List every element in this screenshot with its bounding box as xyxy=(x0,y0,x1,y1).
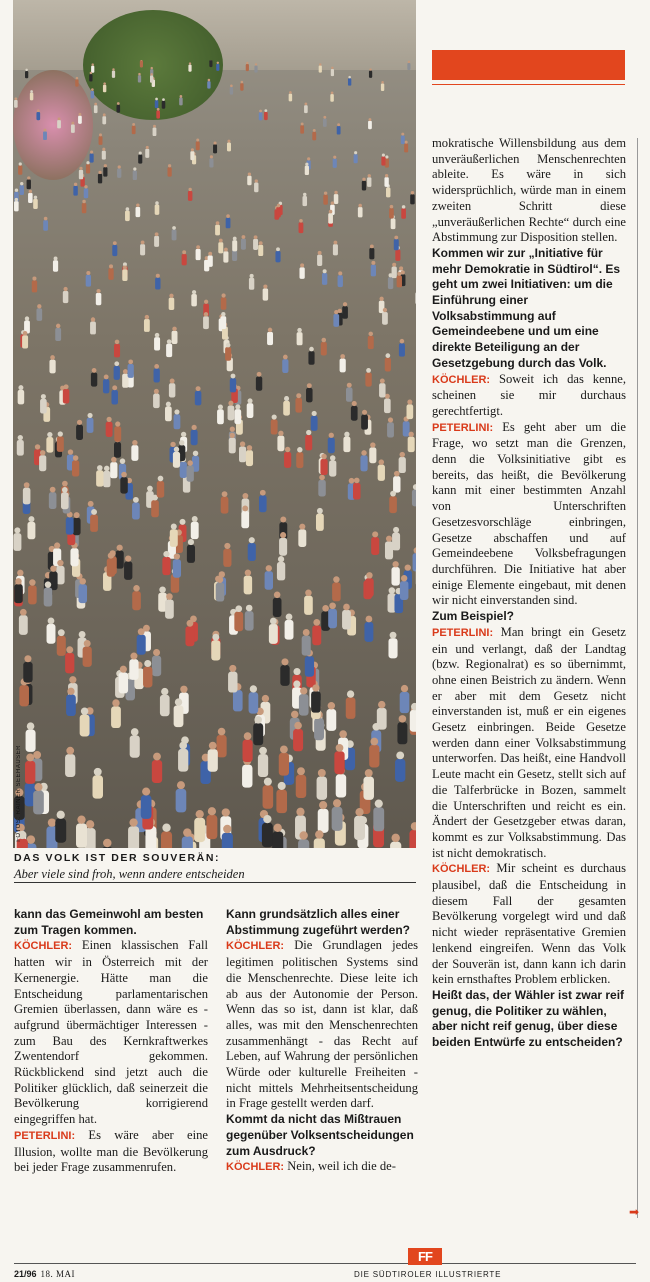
photo-credit: FOTOS: RAINER SEEHAUSER xyxy=(16,745,22,842)
magazine-name: DIE SÜDTIROLER ILLUSTRIERTE xyxy=(354,1270,502,1279)
text-column-right xyxy=(432,136,626,1051)
speaker-label: KÖCHLER: xyxy=(226,940,285,953)
interview-answer xyxy=(226,1159,418,1176)
speaker-label: KÖCHLER: xyxy=(226,1161,285,1174)
section-color-bar xyxy=(432,50,625,80)
interview-question: Kommen wir zur „Initiative für mehr Demokratie in Südtirol“. Es geht um zwei Initiativen: um die Einführung einer Volksabstimmung auf Gemeindeebene und um eine direkte Beteiligung an der Gesetzgebung durch das Volk. xyxy=(432,245,621,370)
interview-answer xyxy=(14,1128,208,1176)
photo-crowd xyxy=(13,60,416,848)
issue-number: 21/96 xyxy=(14,1269,37,1279)
photo-caption-subtitle: Aber viele sind froh, wenn andere entscheiden xyxy=(14,867,245,881)
speaker-label: PETERLINI: xyxy=(432,421,494,434)
speaker-label: PETERLINI: xyxy=(14,1129,76,1142)
ff-logo: FF xyxy=(408,1248,442,1265)
crowd-photo xyxy=(13,0,416,848)
interview-question: Kann grundsätzlich alles einer Abstimmung zugeführt werden? xyxy=(226,907,410,937)
column-rule xyxy=(637,138,638,1218)
footer-issue xyxy=(14,1269,75,1279)
interview-answer xyxy=(432,861,626,988)
speaker-label: PETERLINI: xyxy=(432,626,494,639)
interview-question: kann das Gemeinwohl am besten zum Tragen kommen. xyxy=(14,907,204,937)
interview-answer xyxy=(432,372,626,420)
issue-date: 18. MAI xyxy=(40,1269,76,1279)
footer-rule xyxy=(14,1263,636,1264)
text-column-middle xyxy=(226,907,418,1176)
interview-answer xyxy=(226,938,418,1112)
answer-text: Die Grundlagen jedes legitimen politischen Systems sind die Menschenrechte. Diese leite ich ab aus der Autonomie der Person. Wenn das so ist, dann ist klar, daß alles, was mit den Menschenrechten zusammenhängt - das Recht auf Leben, auf Wahrung der persönlichen Würde oder kulturelle Freiheiten - nicht mittels Mehrheitsentscheidung in Frage gestellt werden darf. xyxy=(226,938,418,1111)
interview-answer xyxy=(432,625,626,862)
interview-question: Heißt das, der Wähler ist zwar reif genug, die Politiker zu wählen, aber nicht reif genug, über diese beiden Entwürfe zu entscheiden? xyxy=(432,987,625,1050)
interview-question: Zum Beispiel? xyxy=(432,609,515,624)
paragraph: mokratische Willensbildung aus dem unveräußerlichen Menschenrechten ableite. Es wäre in sich widersprüchlich, würde man in einem zweiten Schritt diese „unveräußerlichen Rechte“ durch eine Abstimmung zur Disposition stellen. xyxy=(432,136,626,245)
answer-text: Man bringt ein Gesetz ein und verlangt, daß der Landtag (bzw. Regionalrat) es so übernimmt, ohne einen Beistrich zu ändern. Wenn er aber mit dem Gesetz nicht einverstanden ist, muß er ein eigenes Gesetz einbringen. Beide Gesetze werden dann einer Volksabstimmung unterworfen. Das heißt, eine Handvoll Leute macht ein Gesetz, stellt sich auf die Talferbrücke in Bozen, sammelt die Unterschriften und reicht es ein. Ändert der Gesetzgeber etwas daran, kommt es zur Volksabstimmung. Das ist nicht demokratisch. xyxy=(432,624,626,860)
arrow-right-icon: ➡ xyxy=(629,1205,640,1219)
answer-text: Mir scheint es durchaus plausibel, daß die Entscheidung in diesem Fall der gesamten Bevölkerung vorgelegt wird und daß nicht wieder repräsentative Gremien lenkend eingreifen. Wenn das Volk der Souverän ist, dann kann ich darin kein ernsthaftes Problem erblicken. xyxy=(432,861,626,987)
speaker-label: KÖCHLER: xyxy=(432,863,491,876)
photo-caption-title: DAS VOLK IST DER SOUVERÄN: xyxy=(14,852,221,864)
caption-rule xyxy=(14,882,416,883)
answer-text: Es geht aber um die Frage, wo setzt man die Grenzen, denn die Volksinitiative gibt es bereits, das heißt, die Bevölkerung kann mit einer bestimmten Anzahl von Unterschriften Gesetzesvorschläge einbringen, Gesetze abschaffen und auf Gemeindeebene Volksbefragungen durchführen. Die Initiative hat aber einige Elemente eingebaut, mit denen wir nicht einverstanden sind. xyxy=(432,419,626,608)
interview-answer xyxy=(14,938,208,1127)
answer-text: Einen klassischen Fall hatten wir in Österreich mit der Kernenergie. Hätte man die Entscheidung parlamentarischen Gremien überlassen, dann wäre es - aufgrund übermächtiger Interessen - zum Bau des Kernkraftwerkes Zwentendorf gekommen. Rückblickend sind jetzt auch die Politiker glücklich, daß seinerzeit die Bevölkerung korrigierend eingegriffen hat. xyxy=(14,938,208,1127)
answer-text: Nein, weil ich die de- xyxy=(284,1159,396,1174)
interview-answer xyxy=(432,420,626,609)
text-column-left xyxy=(14,907,208,1176)
interview-question: Kommt da nicht das Mißtrauen gegenüber Volksentscheidungen zum Ausdruck? xyxy=(226,1112,414,1158)
speaker-label: KÖCHLER: xyxy=(432,373,491,386)
answer-text: Soweit ich das kenne, scheinen sie mir durchaus gerechtfertigt. xyxy=(432,371,626,418)
answer-text: Es wäre aber eine Illusion, wollte man die Bevölkerung bei jeder Frage zusammenrufen. xyxy=(14,1127,208,1175)
section-rule xyxy=(432,84,625,85)
speaker-label: KÖCHLER: xyxy=(14,940,73,953)
